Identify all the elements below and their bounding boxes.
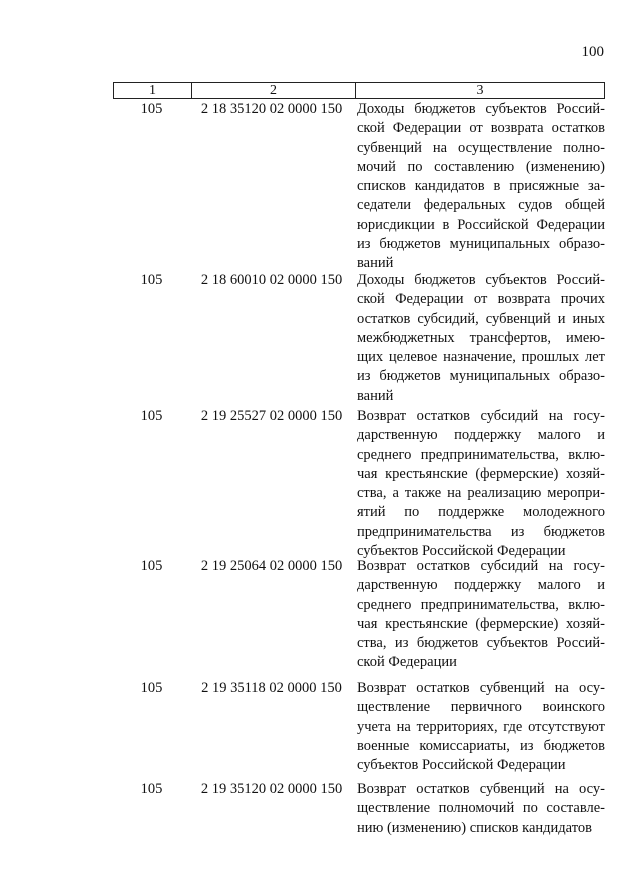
row-number-cell: 105 bbox=[140, 680, 163, 696]
description-cell: Доходы бюджетов субъектов Россий-ской Федерации от возврата остатков субвенций на осуществление полно-мочий по составлению (изменению) списков кандидатов в присяжные за-седатели федеральных судов общей юрисдикции в Российской Федерации из бюджетов муниципальных образо-ваний bbox=[357, 101, 605, 272]
row-number-cell: 105 bbox=[140, 558, 163, 574]
budget-code-cell: 2 19 35118 02 0000 150 bbox=[201, 680, 342, 696]
description-cell: Возврат остатков субвенций на осу-ществление первичного воинского учета на территориях, где отсутствуют военные комиссариаты, из бюджетов субъектов Российской Федерации bbox=[357, 680, 605, 774]
table-row bbox=[113, 557, 605, 673]
description-cell: Возврат остатков субсидий на госу-дарственную поддержку малого и среднего предпринимательства, вклю-чая крестьянские (фермерские) хозяй-ства, из бюджетов субъектов Россий-ской Федерации bbox=[357, 558, 605, 671]
description-cell: Возврат остатков субсидий на госу-дарственную поддержку малого и среднего предпринимательства, вклю-чая крестьянские (фермерские) хозяй-ства, а также на реализацию меропри-ятий по поддержке молодежного предпринимательства из бюджетов субъектов Российской Федерации bbox=[357, 408, 605, 560]
column-header-1: 1 bbox=[114, 83, 192, 98]
column-header-2: 2 bbox=[192, 83, 356, 98]
budget-code-cell: 2 18 35120 02 0000 150 bbox=[200, 101, 343, 117]
table-row bbox=[113, 780, 605, 838]
budget-code-cell: 2 19 25064 02 0000 150 bbox=[200, 558, 343, 574]
page-number: 100 bbox=[581, 44, 604, 60]
description-cell: Возврат остатков субвенций на осу-ществление полномочий по составле-нию (изменению) списков кандидатов bbox=[357, 781, 605, 836]
table-header bbox=[113, 82, 605, 99]
table-row bbox=[113, 271, 605, 406]
row-number-cell: 105 bbox=[140, 272, 163, 288]
budget-code-cell: 2 19 25527 02 0000 150 bbox=[200, 408, 343, 424]
row-number-cell: 105 bbox=[140, 408, 163, 424]
budget-code-cell: 2 18 60010 02 0000 150 bbox=[200, 272, 343, 288]
table-row bbox=[113, 100, 605, 274]
row-number-cell: 105 bbox=[140, 101, 163, 117]
table-row bbox=[113, 407, 605, 561]
description-cell: Доходы бюджетов субъектов Россий-ской Федерации от возврата прочих остатков субсидий, субвенций и иных межбюджетных трансфертов, имею-щих целевое назначение, прошлых лет из бюджетов муниципальных образо-ваний bbox=[357, 272, 605, 404]
budget-code-cell: 2 19 35120 02 0000 150 bbox=[200, 781, 343, 797]
column-header-3: 3 bbox=[476, 83, 484, 98]
table-row bbox=[113, 679, 605, 775]
row-number-cell: 105 bbox=[140, 781, 163, 797]
